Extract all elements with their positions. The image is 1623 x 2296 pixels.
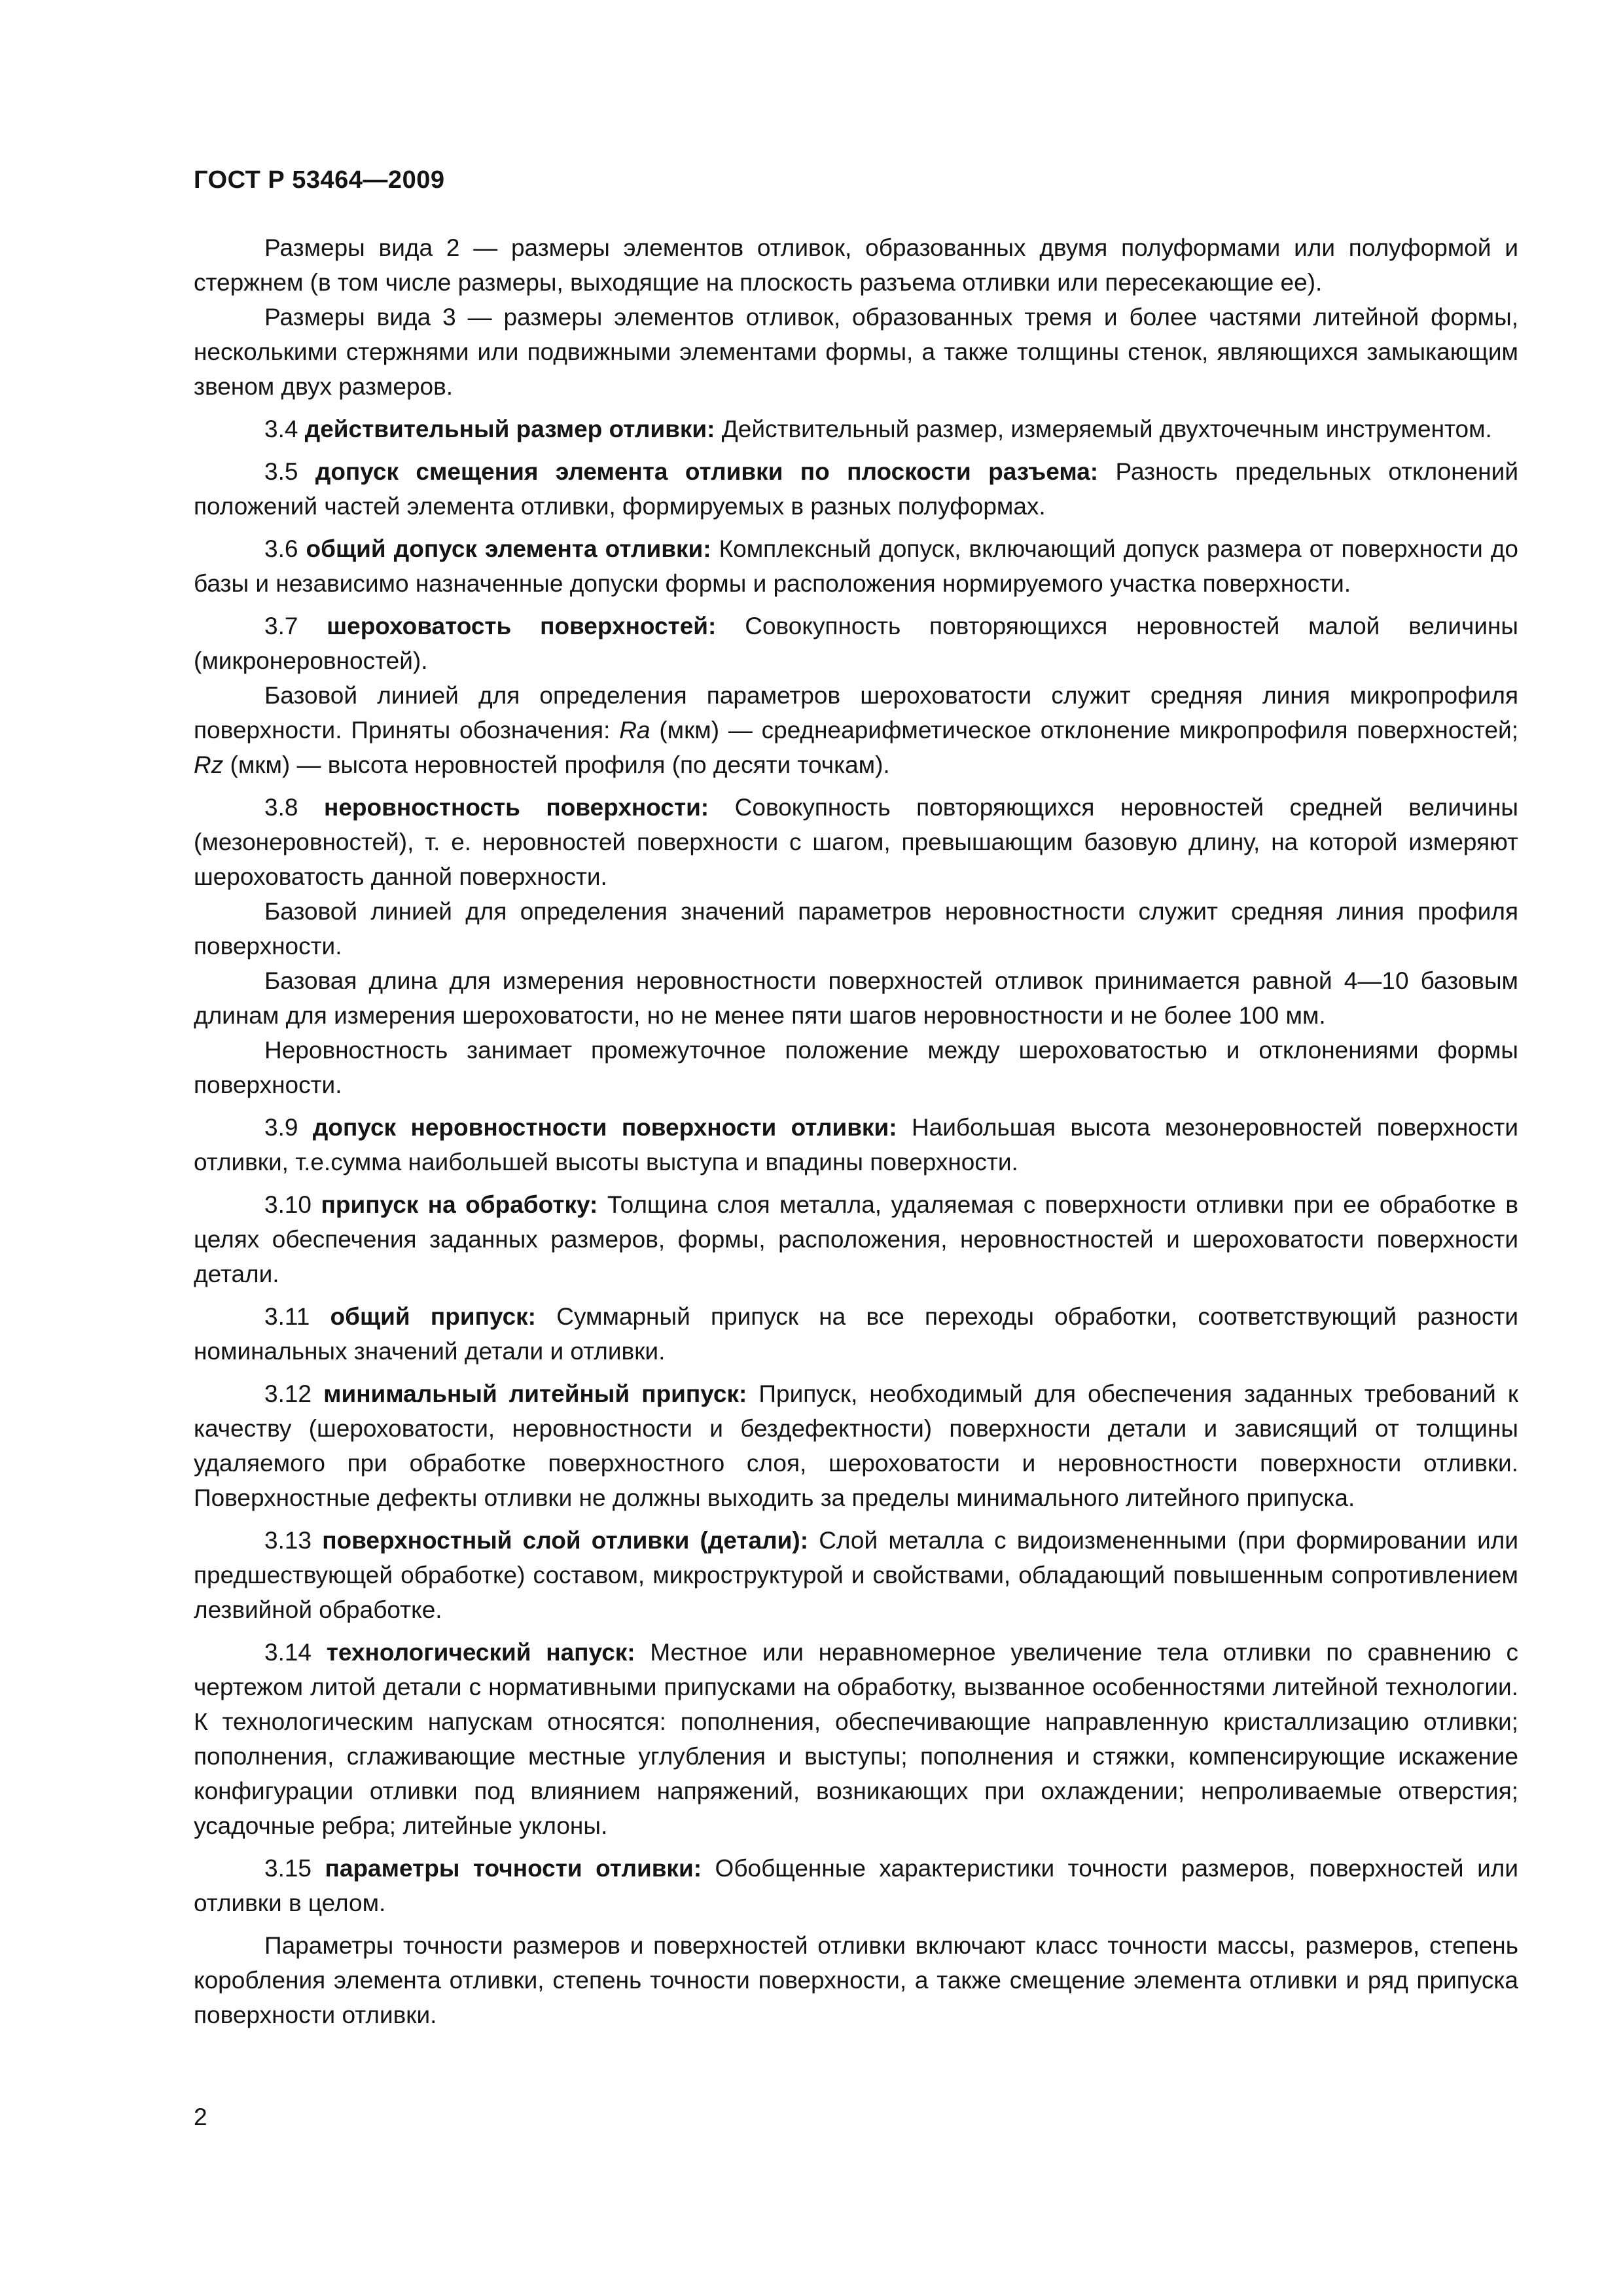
paragraph-text: Базовой линией для определения значений параметров неровностности служит средняя линия профиля поверхности.: [194, 898, 1518, 960]
clause-definition: Припуск, необходимый для обеспечения заданных требований к качеству (шероховатости, неровностности и бездефектности) поверхности детали и зависящий от толщины удаляемого при обработке поверхностного слоя, шероховатости и неровностности поверхности отливки. Поверхностные дефекты отливки не должны выходить за пределы минимального литейного припуска.: [194, 1380, 1519, 1511]
clause-number: 3.6: [264, 535, 298, 562]
clause-term: общий допуск элемента отливки:: [306, 535, 711, 562]
paragraph-text: (мкм) — высота неровностей профиля (по десяти точкам).: [230, 751, 890, 778]
clause-number: 3.11: [264, 1303, 310, 1330]
paragraph-waviness-baseline: [194, 894, 1518, 963]
clause-definition: Совокупность повторяющихся неровностей малой величины (микронеровностей).: [194, 613, 1519, 674]
paragraph-text: Неровностность занимает промежуточное положение между шероховатостью и отклонениями формы поверхности.: [194, 1037, 1518, 1098]
paragraph-text: Размеры вида 2 — размеры элементов отливок, образованных двумя полуформами или полуформой и стержнем (в том числе размеры, выходящие на плоскость разъема отливки или пересекающие ее).: [194, 234, 1518, 296]
paragraph-text: Размеры вида 3 — размеры элементов отливок, образованных тремя и более частями литейной формы, несколькими стержнями или подвижными элементами формы, а также толщины стенок, являющихся замыкающим звеном двух размеров.: [194, 304, 1518, 400]
document-body: [194, 230, 1518, 2032]
clause-number: 3.15: [264, 1855, 312, 1882]
clause-term: параметры точности отливки:: [325, 1855, 702, 1882]
paragraph-waviness-position: [194, 1033, 1518, 1102]
symbol-rz: Rz: [194, 751, 224, 778]
clause-definition: Наибольшая высота мезонеровностей поверхности отливки, т.е.сумма наибольшей высоты выступа и впадины поверхности.: [194, 1114, 1518, 1175]
clause-term: поверхностный слой отливки (детали):: [322, 1527, 809, 1554]
clause-3-13: [194, 1523, 1518, 1627]
clause-3-7: [194, 609, 1518, 678]
clause-term: припуск на обработку:: [321, 1191, 598, 1218]
paragraph-accuracy-parameters: [194, 1928, 1518, 2032]
clause-3-11: [194, 1299, 1518, 1369]
clause-3-12: [194, 1376, 1518, 1515]
clause-3-10: [194, 1187, 1518, 1291]
clause-3-14: [194, 1635, 1518, 1843]
clause-term: действительный размер отливки:: [304, 416, 715, 442]
clause-term: допуск неровностности поверхности отливки:: [312, 1114, 897, 1141]
clause-number: 3.5: [264, 458, 298, 485]
clause-definition: Комплексный допуск, включающий допуск размера от поверхности до базы и независимо назначенные допуски формы и расположения нормируемого участка поверхности.: [194, 535, 1518, 597]
clause-3-6: [194, 531, 1518, 601]
paragraph-text: Параметры точности размеров и поверхностей отливки включают класс точности массы, размеров, степень коробления элемента отливки, степень точности поверхности, а также смещение элемента отливки и ряд припуска поверхности отливки.: [194, 1932, 1518, 2028]
clause-term: допуск смещения элемента отливки по плоскости разъема:: [315, 458, 1099, 485]
clause-definition: Местное или неравномерное увеличение тела отливки по сравнению с чертежом литой детали с нормативными припусками на обработку, вызванное особенностями литейной технологии. К технологическим напускам относятся: пополнения, обеспечивающие направленную кристаллизацию отливки; пополнения, сглаживающие местные углубления и выступы; пополнения и стяжки, компенсирующие искажение конфигурации отливки под влиянием напряжений, возникающих при охлаждении; непроливаемые отверстия; усадочные ребра; литейные уклоны.: [194, 1639, 1518, 1839]
clause-number: 3.7: [264, 613, 298, 639]
clause-3-9: [194, 1110, 1518, 1179]
paragraph-size-type-3: [194, 300, 1518, 404]
clause-number: 3.14: [264, 1639, 312, 1666]
paragraph-text: Базовая длина для измерения неровностности поверхностей отливок принимается равной 4—10 базовым длинам для измерения шероховатости, но не менее пяти шагов неровностности и не более 100 мм.: [194, 967, 1518, 1029]
clause-definition: Действительный размер, измеряемый двухточечным инструментом.: [721, 416, 1492, 442]
clause-number: 3.4: [264, 416, 298, 442]
document-code-header: ГОСТ Р 53464—2009: [194, 166, 445, 194]
page-number: 2: [194, 2104, 207, 2130]
clause-definition: Обобщенные характеристики точности размеров, поверхностей или отливки в целом.: [194, 1855, 1519, 1916]
paragraph-text: (мкм) — среднеарифметическое отклонение микропрофиля поверхностей;: [659, 717, 1518, 744]
clause-definition: Слой металла с видоизмененными (при формировании или предшествующей обработке) составом, микроструктурой и свойствами, обладающий повышенным сопротивлением лезвийной обработке.: [194, 1527, 1518, 1623]
clause-definition: Разность предельных отклонений положений частей элемента отливки, формируемых в разных полуформах.: [194, 458, 1519, 520]
clause-definition: Суммарный припуск на все переходы обработки, соответствующий разности номинальных значений детали и отливки.: [194, 1303, 1519, 1365]
clause-term: технологический напуск:: [326, 1639, 635, 1666]
clause-number: 3.10: [264, 1191, 312, 1218]
clause-3-15: [194, 1851, 1518, 1920]
clause-term: минимальный литейный припуск:: [323, 1380, 747, 1407]
clause-3-8: [194, 790, 1518, 894]
clause-definition: Толщина слоя металла, удаляемая с поверхности отливки при ее обработке в целях обеспечения заданных размеров, формы, расположения, неровностностей и шероховатости поверхности детали.: [194, 1191, 1519, 1287]
clause-number: 3.9: [264, 1114, 298, 1141]
paragraph-roughness-baseline: [194, 678, 1518, 782]
clause-term: общий припуск:: [330, 1303, 536, 1330]
clause-definition: Совокупность повторяющихся неровностей средней величины (мезонеровностей), т. е. неровностей поверхности с шагом, превышающим базовую длину, на которой измеряют шероховатость данной поверхности.: [194, 794, 1519, 890]
symbol-ra: Ra: [619, 717, 651, 744]
paragraph-size-type-2: [194, 230, 1518, 300]
paragraph-waviness-base-length: [194, 963, 1518, 1033]
clause-number: 3.12: [264, 1380, 312, 1407]
clause-term: неровностность поверхности:: [323, 794, 709, 821]
clause-term: шероховатость поверхностей:: [327, 613, 717, 639]
clause-number: 3.8: [264, 794, 298, 821]
clause-3-4: [194, 412, 1518, 446]
clause-3-5: [194, 454, 1518, 524]
paragraph-text: Базовой линией для определения параметров шероховатости служит средняя линия микропрофиля поверхности. Приняты обозначения:: [194, 682, 1518, 744]
clause-number: 3.13: [264, 1527, 312, 1554]
